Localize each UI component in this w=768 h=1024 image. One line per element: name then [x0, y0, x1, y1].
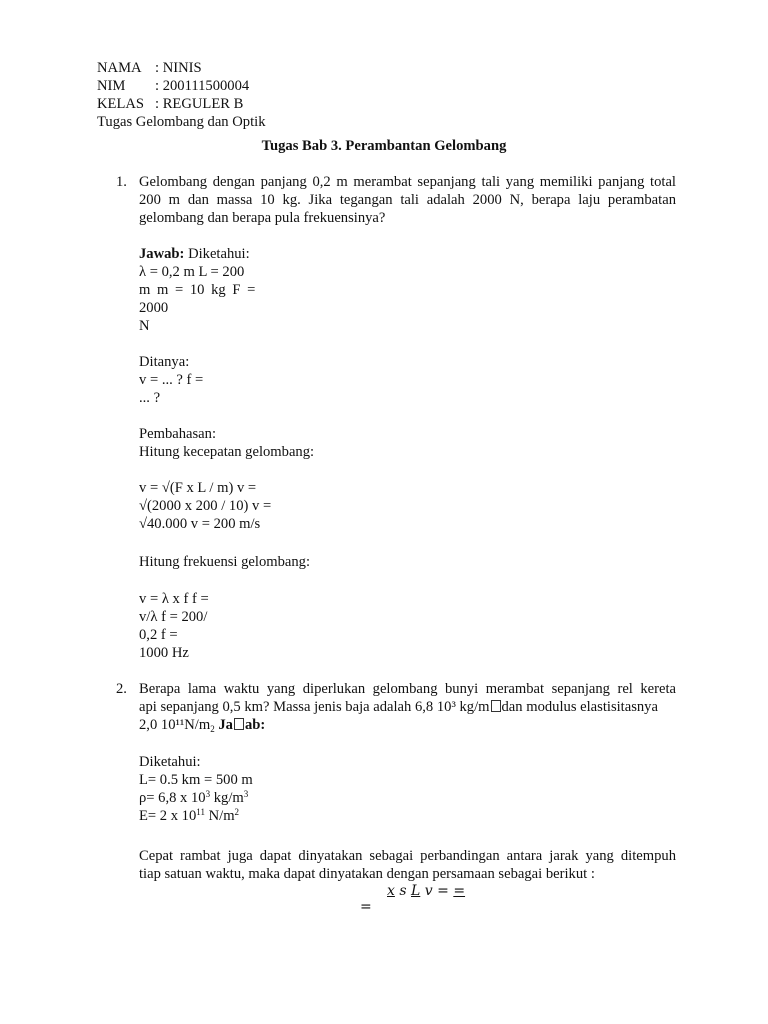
answer-label: Ja — [218, 717, 233, 733]
nim-label: NIM — [97, 78, 126, 94]
class-label: KELAS — [97, 96, 145, 112]
question-2-text — [139, 680, 676, 734]
question-1-text — [139, 173, 676, 227]
question-2-segment: api sepanjang 0,5 km? Massa jenis baja adalah 6,8 10³ kg/m — [139, 699, 490, 715]
given-line: N — [139, 318, 150, 334]
frequency-heading: Hitung frekuensi gelombang: — [139, 554, 311, 570]
given-label: Diketahui: — [188, 246, 250, 262]
step-line: √40.000 v = 200 m/s — [139, 516, 261, 532]
equation-fragment — [387, 882, 465, 900]
missing-glyph-icon — [234, 718, 244, 730]
density-unit: kg/m — [210, 790, 244, 806]
question-1-line: Gelombang dengan panjang 0,2 m merambat sepanjang tali yang memiliki panjang total — [139, 174, 676, 190]
modulus-text: E= 2 x 10 — [139, 808, 197, 824]
step-line: √(2000 x 200 / 10) v = — [139, 498, 272, 514]
class-row — [97, 95, 266, 113]
step-line: v = √(F x L / m) v = — [139, 480, 257, 496]
name-label: NAMA — [97, 60, 142, 76]
answer-label: Jawab: — [139, 246, 185, 262]
equation-equals: = — [360, 899, 372, 915]
name-row — [97, 59, 266, 77]
eq-symbol: = — [453, 883, 466, 899]
question-2-segment: 2,0 10¹¹N/m — [139, 717, 211, 733]
step-line: v/λ f = 200/ — [139, 609, 208, 625]
given-length: L= 0.5 km = 500 m — [139, 772, 253, 788]
modulus-unit: N/m — [204, 808, 235, 824]
question-2-number: 2. — [116, 681, 127, 697]
asked-1 — [139, 353, 676, 407]
step-line: v = λ x f f = — [139, 591, 209, 607]
eq-symbol: s — [399, 883, 407, 899]
explanation-line: tiap satuan waktu, maka dapat dinyatakan dengan persamaan sebagai berikut : — [139, 866, 595, 882]
class-value: : REGULER B — [155, 96, 244, 112]
eq-symbol: = — [437, 883, 449, 899]
question-1-line: gelombang dan berapa pula frekuensinya? — [139, 210, 386, 226]
explanation-line: Cepat rambat juga dapat dinyatakan sebagai perbandingan antara jarak yang ditempuh — [139, 848, 676, 864]
question-1-line: 200 m dan massa 10 kg. Jika tegangan tali adalah 2000 N, berapa laju perambatan — [139, 192, 676, 208]
discussion-label: Pembahasan: — [139, 426, 217, 442]
frequency-steps — [139, 590, 676, 662]
nim-value: : 200111500004 — [155, 78, 250, 94]
answer-1 — [139, 245, 676, 335]
student-header — [97, 59, 266, 131]
question-2-segment: dan modulus elastisitasnya — [501, 699, 658, 715]
question-2-subscript: 2 — [210, 724, 215, 734]
velocity-heading: Hitung kecepatan gelombang: — [139, 444, 315, 460]
given-2 — [139, 753, 676, 825]
question-1-number: 1. — [116, 174, 127, 190]
eq-symbol: L — [411, 883, 421, 899]
step-line: 1000 Hz — [139, 645, 189, 661]
velocity-steps — [139, 479, 676, 533]
given-density — [139, 789, 676, 807]
nim-row — [97, 77, 266, 95]
asked-label: Ditanya: — [139, 354, 190, 370]
missing-glyph-icon — [491, 700, 501, 712]
step-line: 0,2 f = — [139, 627, 178, 643]
density-exponent: 3 — [205, 789, 211, 799]
given-modulus — [139, 807, 676, 825]
modulus-exponent: 11 — [196, 807, 205, 817]
density-text: ρ= 6,8 x 10 — [139, 790, 206, 806]
density-unit-exponent: 3 — [243, 789, 249, 799]
discussion-1 — [139, 425, 676, 461]
question-2-line: Berapa lama waktu yang diperlukan gelombang bunyi merambat sepanjang rel kereta — [139, 681, 676, 697]
eq-symbol: v — [424, 883, 433, 899]
eq-symbol: x — [387, 883, 395, 899]
course-name: Tugas Gelombang dan Optik — [97, 114, 266, 130]
question-2-line — [139, 716, 676, 734]
page-title: Tugas Bab 3. Perambantan Gelombang — [261, 138, 507, 154]
given-line: m m = 10 kg F = — [139, 282, 256, 298]
answer-label: ab: — [244, 717, 266, 733]
asked-line: v = ... ? f = — [139, 372, 204, 388]
explanation-2 — [139, 847, 676, 883]
given-label: Diketahui: — [139, 754, 201, 770]
question-2-line — [139, 698, 676, 716]
name-value: : NINIS — [155, 60, 202, 76]
modulus-unit-exponent: 2 — [234, 807, 240, 817]
given-line: λ = 0,2 m L = 200 — [139, 264, 245, 280]
asked-line: ... ? — [139, 390, 161, 406]
given-line: 2000 — [139, 300, 169, 316]
